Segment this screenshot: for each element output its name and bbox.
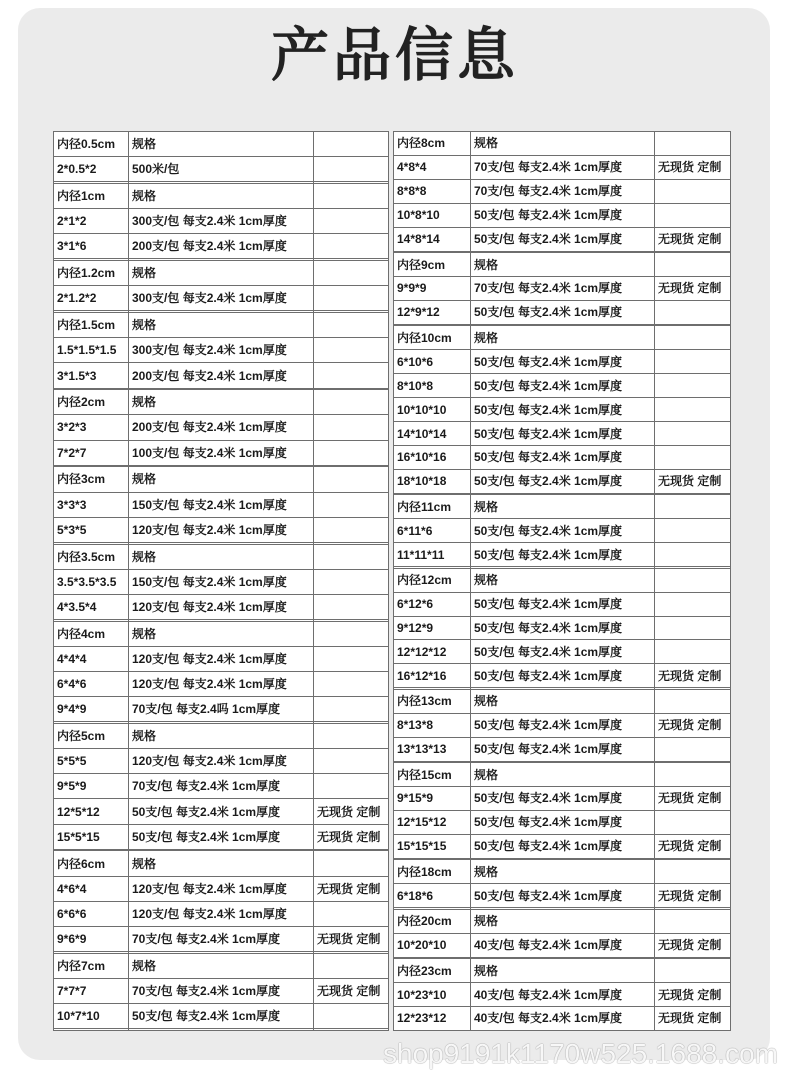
spec-cell: 50支/包 每支2.4米 1cm厚度 bbox=[471, 884, 655, 908]
spec-cell: 120支/包 每支2.4米 1cm厚度 bbox=[129, 876, 314, 901]
note-cell bbox=[314, 697, 389, 722]
note-cell bbox=[655, 860, 731, 884]
group-header-row bbox=[394, 763, 731, 787]
size-cell: 12*23*12 bbox=[394, 1006, 471, 1030]
spec-cell: 规格 bbox=[129, 313, 314, 338]
size-cell: 7*7*7 bbox=[54, 978, 129, 1003]
spec-cell: 规格 bbox=[471, 763, 655, 787]
table-row bbox=[54, 286, 389, 311]
table-row bbox=[394, 983, 731, 1007]
spec-cell: 50支/包 每支2.4米 1cm厚度 bbox=[471, 445, 655, 469]
table-row bbox=[394, 179, 731, 203]
table-row bbox=[54, 646, 389, 671]
size-cell: 内径1cm bbox=[54, 183, 129, 208]
size-cell: 14*10*14 bbox=[394, 422, 471, 446]
size-cell: 10*10*10 bbox=[394, 398, 471, 422]
note-cell bbox=[655, 350, 731, 374]
size-cell: 内径6cm bbox=[54, 851, 129, 876]
table-row bbox=[394, 640, 731, 664]
note-cell bbox=[655, 592, 731, 616]
table-row bbox=[394, 350, 731, 374]
size-cell: 3*1.5*3 bbox=[54, 363, 129, 388]
table-row bbox=[394, 834, 731, 858]
size-cell: 12*12*12 bbox=[394, 640, 471, 664]
group-header-row bbox=[54, 183, 389, 208]
note-cell: 无现货 定制 bbox=[314, 876, 389, 901]
shop-url-watermark: shop9191k1170w525.1688.com bbox=[383, 1038, 778, 1069]
size-cell: 内径20cm bbox=[394, 909, 471, 933]
size-cell: 4*4*4 bbox=[54, 646, 129, 671]
spec-cell: 70支/包 每支2.4吗 1cm厚度 bbox=[129, 697, 314, 722]
note-cell: 无现货 定制 bbox=[655, 1006, 731, 1030]
size-cell: 10*7*10 bbox=[54, 1004, 129, 1029]
spec-cell: 50支/包 每支2.4米 1cm厚度 bbox=[471, 374, 655, 398]
watermark-container bbox=[383, 1036, 788, 1076]
right-spec-table bbox=[393, 131, 731, 1031]
spec-cell: 50支/包 每支2.4米 1cm厚度 bbox=[129, 1004, 314, 1029]
spec-cell: 规格 bbox=[471, 860, 655, 884]
table-row bbox=[394, 884, 731, 908]
spec-cell: 规格 bbox=[129, 390, 314, 415]
table-row bbox=[394, 787, 731, 811]
table-row bbox=[394, 445, 731, 469]
note-cell bbox=[314, 1004, 389, 1029]
group-header-row bbox=[394, 495, 731, 519]
table-row bbox=[54, 876, 389, 901]
spec-cell: 200支/包 每支2.4米 1cm厚度 bbox=[129, 363, 314, 388]
note-cell bbox=[314, 901, 389, 926]
note-cell bbox=[655, 326, 731, 350]
table-row bbox=[394, 300, 731, 324]
note-cell bbox=[655, 445, 731, 469]
spec-cell: 40支/包 每支2.4米 1cm厚度 bbox=[471, 983, 655, 1007]
spec-cell: 50支/包 每支2.4米 1cm厚度 bbox=[471, 737, 655, 761]
size-cell: 内径2cm bbox=[54, 390, 129, 415]
note-cell bbox=[655, 543, 731, 567]
spec-cell: 规格 bbox=[471, 495, 655, 519]
spec-cell: 120支/包 每支2.4米 1cm厚度 bbox=[129, 646, 314, 671]
table-row bbox=[54, 774, 389, 799]
size-cell: 内径18cm bbox=[394, 860, 471, 884]
spec-cell: 300支/包 每支2.4米 1cm厚度 bbox=[129, 286, 314, 311]
table-row bbox=[54, 363, 389, 388]
note-cell: 无现货 定制 bbox=[314, 926, 389, 951]
note-cell bbox=[314, 492, 389, 517]
table-row bbox=[54, 926, 389, 951]
table-row bbox=[54, 594, 389, 619]
note-cell bbox=[314, 313, 389, 338]
note-cell bbox=[314, 544, 389, 569]
size-cell: 18*10*18 bbox=[394, 469, 471, 493]
table-row bbox=[54, 671, 389, 696]
table-row bbox=[394, 277, 731, 301]
note-cell bbox=[314, 749, 389, 774]
note-cell bbox=[655, 616, 731, 640]
size-cell: 内径7cm bbox=[54, 953, 129, 978]
size-cell: 9*4*9 bbox=[54, 697, 129, 722]
spec-cell: 规格 bbox=[471, 326, 655, 350]
size-cell: 内径8cm bbox=[394, 132, 471, 156]
size-cell: 3*3*3 bbox=[54, 492, 129, 517]
table-row bbox=[54, 901, 389, 926]
spec-cell: 50支/包 每支2.4米 1cm厚度 bbox=[471, 350, 655, 374]
note-cell: 无现货 定制 bbox=[655, 277, 731, 301]
note-cell bbox=[314, 157, 389, 182]
table-row bbox=[54, 749, 389, 774]
table-row bbox=[394, 398, 731, 422]
spec-cell: 规格 bbox=[129, 953, 314, 978]
note-cell bbox=[314, 517, 389, 542]
spec-cell: 50支/包 每支2.4米 1cm厚度 bbox=[471, 616, 655, 640]
size-cell: 9*12*9 bbox=[394, 616, 471, 640]
spec-cell: 150支/包 每支2.4米 1cm厚度 bbox=[129, 569, 314, 594]
left-spec-table-body bbox=[54, 132, 389, 1031]
note-cell bbox=[314, 338, 389, 363]
size-cell: 内径0.5cm bbox=[54, 132, 129, 157]
size-cell: 3*2*3 bbox=[54, 415, 129, 440]
spec-cell: 规格 bbox=[129, 723, 314, 748]
size-cell: 9*5*9 bbox=[54, 774, 129, 799]
note-cell: 无现货 定制 bbox=[314, 824, 389, 849]
table-row bbox=[394, 519, 731, 543]
table-row bbox=[54, 697, 389, 722]
size-cell: 内径11cm bbox=[394, 495, 471, 519]
note-cell bbox=[655, 398, 731, 422]
spec-cell: 50支/包 每支2.4米 1cm厚度 bbox=[129, 799, 314, 824]
size-cell: 1.5*1.5*1.5 bbox=[54, 338, 129, 363]
table-row bbox=[54, 234, 389, 259]
table-row bbox=[394, 616, 731, 640]
group-header-row bbox=[394, 568, 731, 592]
spec-cell: 规格 bbox=[129, 621, 314, 646]
note-cell bbox=[314, 209, 389, 234]
size-cell: 7*2*7 bbox=[54, 440, 129, 465]
group-header-row bbox=[54, 544, 389, 569]
size-cell: 11*11*11 bbox=[394, 543, 471, 567]
table-row bbox=[394, 543, 731, 567]
size-cell: 16*12*16 bbox=[394, 664, 471, 688]
note-cell bbox=[655, 374, 731, 398]
spec-cell: 40支/包 每支2.4米 1cm厚度 bbox=[471, 933, 655, 957]
note-cell bbox=[314, 234, 389, 259]
note-cell bbox=[314, 723, 389, 748]
note-cell bbox=[655, 300, 731, 324]
spec-cell: 300支/包 每支2.4米 1cm厚度 bbox=[129, 209, 314, 234]
size-cell bbox=[54, 1029, 129, 1031]
spec-cell: 200支/包 每支2.4米 1cm厚度 bbox=[129, 234, 314, 259]
page-title: 产品信息 bbox=[270, 21, 519, 89]
size-cell: 内径10cm bbox=[394, 326, 471, 350]
note-cell bbox=[314, 363, 389, 388]
spec-cell: 50支/包 每支2.4米 1cm厚度 bbox=[471, 398, 655, 422]
table-row bbox=[394, 374, 731, 398]
spec-cell: 规格 bbox=[471, 253, 655, 277]
spec-cell: 50支/包 每支2.4米 1cm厚度 bbox=[471, 469, 655, 493]
size-cell: 8*10*8 bbox=[394, 374, 471, 398]
spec-cell: 50支/包 每支2.4米 1cm厚度 bbox=[471, 592, 655, 616]
spec-cell: 40支/包 每支2.4米 1cm厚度 bbox=[471, 1006, 655, 1030]
size-cell: 内径3cm bbox=[54, 467, 129, 492]
table-row bbox=[394, 155, 731, 179]
spec-cell: 规格 bbox=[471, 132, 655, 156]
table-row bbox=[394, 422, 731, 446]
note-cell bbox=[314, 671, 389, 696]
size-cell: 16*10*16 bbox=[394, 445, 471, 469]
spec-cell: 规格 bbox=[471, 568, 655, 592]
size-cell: 6*12*6 bbox=[394, 592, 471, 616]
note-cell: 无现货 定制 bbox=[655, 469, 731, 493]
note-cell bbox=[655, 132, 731, 156]
size-cell: 6*6*6 bbox=[54, 901, 129, 926]
spec-cell: 50支/包 每支2.4米 1cm厚度 bbox=[471, 713, 655, 737]
size-cell: 内径1.5cm bbox=[54, 313, 129, 338]
spec-cell: 120支/包 每支2.4米 1cm厚度 bbox=[129, 594, 314, 619]
note-cell: 无现货 定制 bbox=[655, 884, 731, 908]
note-cell bbox=[655, 203, 731, 227]
group-header-row bbox=[54, 953, 389, 978]
size-cell: 内径1.2cm bbox=[54, 261, 129, 286]
size-cell: 2*0.5*2 bbox=[54, 157, 129, 182]
size-cell: 12*15*12 bbox=[394, 810, 471, 834]
note-cell: 无现货 定制 bbox=[655, 933, 731, 957]
group-header-row bbox=[54, 621, 389, 646]
note-cell bbox=[655, 422, 731, 446]
table-row bbox=[54, 415, 389, 440]
table-row bbox=[394, 810, 731, 834]
group-header-row bbox=[54, 261, 389, 286]
note-cell bbox=[655, 568, 731, 592]
note-cell bbox=[655, 959, 731, 983]
table-row bbox=[394, 227, 731, 251]
note-cell: 无现货 定制 bbox=[655, 983, 731, 1007]
spec-cell: 70支/包 每支2.4米 1cm厚度 bbox=[129, 926, 314, 951]
table-row bbox=[394, 933, 731, 957]
note-cell bbox=[655, 810, 731, 834]
spec-cell: 70支/包 每支2.4米 1cm厚度 bbox=[471, 277, 655, 301]
spec-cell: 规格 bbox=[129, 183, 314, 208]
spec-cell: 50支/包 每支2.4米 1cm厚度 bbox=[471, 227, 655, 251]
group-header-row bbox=[394, 253, 731, 277]
spec-cell: 70支/包 每支2.4米 1cm厚度 bbox=[471, 179, 655, 203]
spec-cell: 50支/包 每支2.4米 1cm厚度 bbox=[471, 422, 655, 446]
note-cell bbox=[314, 594, 389, 619]
table-row bbox=[54, 1004, 389, 1029]
spec-cell: 50支/包 每支2.4米 1cm厚度 bbox=[471, 787, 655, 811]
size-cell: 12*9*12 bbox=[394, 300, 471, 324]
group-header-row bbox=[54, 313, 389, 338]
note-cell bbox=[314, 569, 389, 594]
size-cell: 10*20*10 bbox=[394, 933, 471, 957]
note-cell bbox=[314, 132, 389, 157]
size-cell: 13*13*13 bbox=[394, 737, 471, 761]
table-row bbox=[394, 203, 731, 227]
spec-cell: 规格 bbox=[129, 467, 314, 492]
size-cell: 内径9cm bbox=[394, 253, 471, 277]
table-row bbox=[54, 209, 389, 234]
spec-cell: 50支/包 每支2.4米 1cm厚度 bbox=[471, 543, 655, 567]
note-cell bbox=[314, 183, 389, 208]
table-row bbox=[54, 799, 389, 824]
spec-cell bbox=[129, 1029, 314, 1031]
spec-cell: 规格 bbox=[471, 689, 655, 713]
size-cell: 4*3.5*4 bbox=[54, 594, 129, 619]
note-cell bbox=[655, 737, 731, 761]
note-cell: 无现货 定制 bbox=[314, 799, 389, 824]
spec-cell: 150支/包 每支2.4米 1cm厚度 bbox=[129, 492, 314, 517]
table-row bbox=[54, 338, 389, 363]
size-cell: 内径23cm bbox=[394, 959, 471, 983]
note-cell bbox=[314, 621, 389, 646]
spec-cell: 50支/包 每支2.4米 1cm厚度 bbox=[471, 640, 655, 664]
spec-cell: 50支/包 每支2.4米 1cm厚度 bbox=[129, 824, 314, 849]
spacer-row bbox=[54, 1029, 389, 1031]
spec-cell: 规格 bbox=[471, 959, 655, 983]
size-cell: 6*18*6 bbox=[394, 884, 471, 908]
size-cell: 6*11*6 bbox=[394, 519, 471, 543]
note-cell: 无现货 定制 bbox=[655, 787, 731, 811]
size-cell: 内径5cm bbox=[54, 723, 129, 748]
spec-cell: 50支/包 每支2.4米 1cm厚度 bbox=[471, 300, 655, 324]
table-row bbox=[54, 440, 389, 465]
note-cell bbox=[314, 1029, 389, 1031]
note-cell bbox=[655, 519, 731, 543]
size-cell: 4*8*4 bbox=[394, 155, 471, 179]
group-header-row bbox=[54, 132, 389, 157]
group-header-row bbox=[394, 909, 731, 933]
note-cell bbox=[655, 689, 731, 713]
table-row bbox=[394, 737, 731, 761]
spec-cell: 50支/包 每支2.4米 1cm厚度 bbox=[471, 834, 655, 858]
size-cell: 内径15cm bbox=[394, 763, 471, 787]
size-cell: 12*5*12 bbox=[54, 799, 129, 824]
spec-cell: 120支/包 每支2.4米 1cm厚度 bbox=[129, 901, 314, 926]
spec-cell: 50支/包 每支2.4米 1cm厚度 bbox=[471, 664, 655, 688]
group-header-row bbox=[394, 689, 731, 713]
note-cell bbox=[314, 286, 389, 311]
note-cell bbox=[314, 774, 389, 799]
note-cell bbox=[314, 467, 389, 492]
note-cell: 无现货 定制 bbox=[655, 155, 731, 179]
table-row bbox=[54, 157, 389, 182]
note-cell: 无现货 定制 bbox=[655, 664, 731, 688]
spec-cell: 50支/包 每支2.4米 1cm厚度 bbox=[471, 810, 655, 834]
table-row bbox=[394, 713, 731, 737]
spec-cell: 50支/包 每支2.4米 1cm厚度 bbox=[471, 203, 655, 227]
size-cell: 3.5*3.5*3.5 bbox=[54, 569, 129, 594]
spec-cell: 规格 bbox=[129, 261, 314, 286]
note-cell bbox=[314, 953, 389, 978]
left-spec-table bbox=[53, 131, 389, 1031]
spec-cell: 规格 bbox=[129, 132, 314, 157]
note-cell bbox=[314, 390, 389, 415]
group-header-row bbox=[394, 959, 731, 983]
note-cell: 无现货 定制 bbox=[655, 713, 731, 737]
table-row bbox=[54, 978, 389, 1003]
table-row bbox=[394, 469, 731, 493]
table-row bbox=[54, 569, 389, 594]
group-header-row bbox=[54, 851, 389, 876]
size-cell: 2*1.2*2 bbox=[54, 286, 129, 311]
right-spec-table-body bbox=[394, 132, 731, 1031]
group-header-row bbox=[54, 390, 389, 415]
spec-cell: 70支/包 每支2.4米 1cm厚度 bbox=[471, 155, 655, 179]
spec-cell: 120支/包 每支2.4米 1cm厚度 bbox=[129, 671, 314, 696]
note-cell bbox=[314, 440, 389, 465]
note-cell bbox=[655, 640, 731, 664]
size-cell: 10*8*10 bbox=[394, 203, 471, 227]
note-cell bbox=[655, 495, 731, 519]
note-cell bbox=[314, 261, 389, 286]
table-row bbox=[394, 664, 731, 688]
size-cell: 8*8*8 bbox=[394, 179, 471, 203]
size-cell: 15*15*15 bbox=[394, 834, 471, 858]
spec-cell: 300支/包 每支2.4米 1cm厚度 bbox=[129, 338, 314, 363]
size-cell: 6*10*6 bbox=[394, 350, 471, 374]
note-cell: 无现货 定制 bbox=[655, 834, 731, 858]
group-header-row bbox=[394, 132, 731, 156]
spec-cell: 500米/包 bbox=[129, 157, 314, 182]
spec-cell: 200支/包 每支2.4米 1cm厚度 bbox=[129, 415, 314, 440]
note-cell bbox=[655, 253, 731, 277]
size-cell: 内径4cm bbox=[54, 621, 129, 646]
size-cell: 8*13*8 bbox=[394, 713, 471, 737]
spec-cell: 70支/包 每支2.4米 1cm厚度 bbox=[129, 978, 314, 1003]
note-cell bbox=[314, 646, 389, 671]
table-row bbox=[54, 517, 389, 542]
size-cell: 内径13cm bbox=[394, 689, 471, 713]
size-cell: 14*8*14 bbox=[394, 227, 471, 251]
note-cell bbox=[655, 763, 731, 787]
size-cell: 6*4*6 bbox=[54, 671, 129, 696]
spec-cell: 规格 bbox=[129, 544, 314, 569]
size-cell: 2*1*2 bbox=[54, 209, 129, 234]
spec-cell: 120支/包 每支2.4米 1cm厚度 bbox=[129, 749, 314, 774]
size-cell: 5*3*5 bbox=[54, 517, 129, 542]
note-cell: 无现货 定制 bbox=[314, 978, 389, 1003]
group-header-row bbox=[54, 467, 389, 492]
table-row bbox=[54, 824, 389, 849]
size-cell: 15*5*15 bbox=[54, 824, 129, 849]
size-cell: 内径12cm bbox=[394, 568, 471, 592]
note-cell bbox=[314, 851, 389, 876]
size-cell: 5*5*5 bbox=[54, 749, 129, 774]
note-cell: 无现货 定制 bbox=[655, 227, 731, 251]
group-header-row bbox=[394, 860, 731, 884]
size-cell: 4*6*4 bbox=[54, 876, 129, 901]
spec-cell: 100支/包 每支2.4米 1cm厚度 bbox=[129, 440, 314, 465]
table-row bbox=[54, 492, 389, 517]
spec-cell: 规格 bbox=[129, 851, 314, 876]
spec-cell: 120支/包 每支2.4米 1cm厚度 bbox=[129, 517, 314, 542]
note-cell bbox=[655, 909, 731, 933]
table-row bbox=[394, 592, 731, 616]
size-cell: 内径3.5cm bbox=[54, 544, 129, 569]
spec-cell: 70支/包 每支2.4米 1cm厚度 bbox=[129, 774, 314, 799]
group-header-row bbox=[394, 326, 731, 350]
note-cell bbox=[314, 415, 389, 440]
table-row bbox=[394, 1006, 731, 1030]
spec-cell: 50支/包 每支2.4米 1cm厚度 bbox=[471, 519, 655, 543]
size-cell: 9*9*9 bbox=[394, 277, 471, 301]
size-cell: 3*1*6 bbox=[54, 234, 129, 259]
size-cell: 9*15*9 bbox=[394, 787, 471, 811]
size-cell: 10*23*10 bbox=[394, 983, 471, 1007]
spec-cell: 规格 bbox=[471, 909, 655, 933]
size-cell: 9*6*9 bbox=[54, 926, 129, 951]
note-cell bbox=[655, 179, 731, 203]
group-header-row bbox=[54, 723, 389, 748]
